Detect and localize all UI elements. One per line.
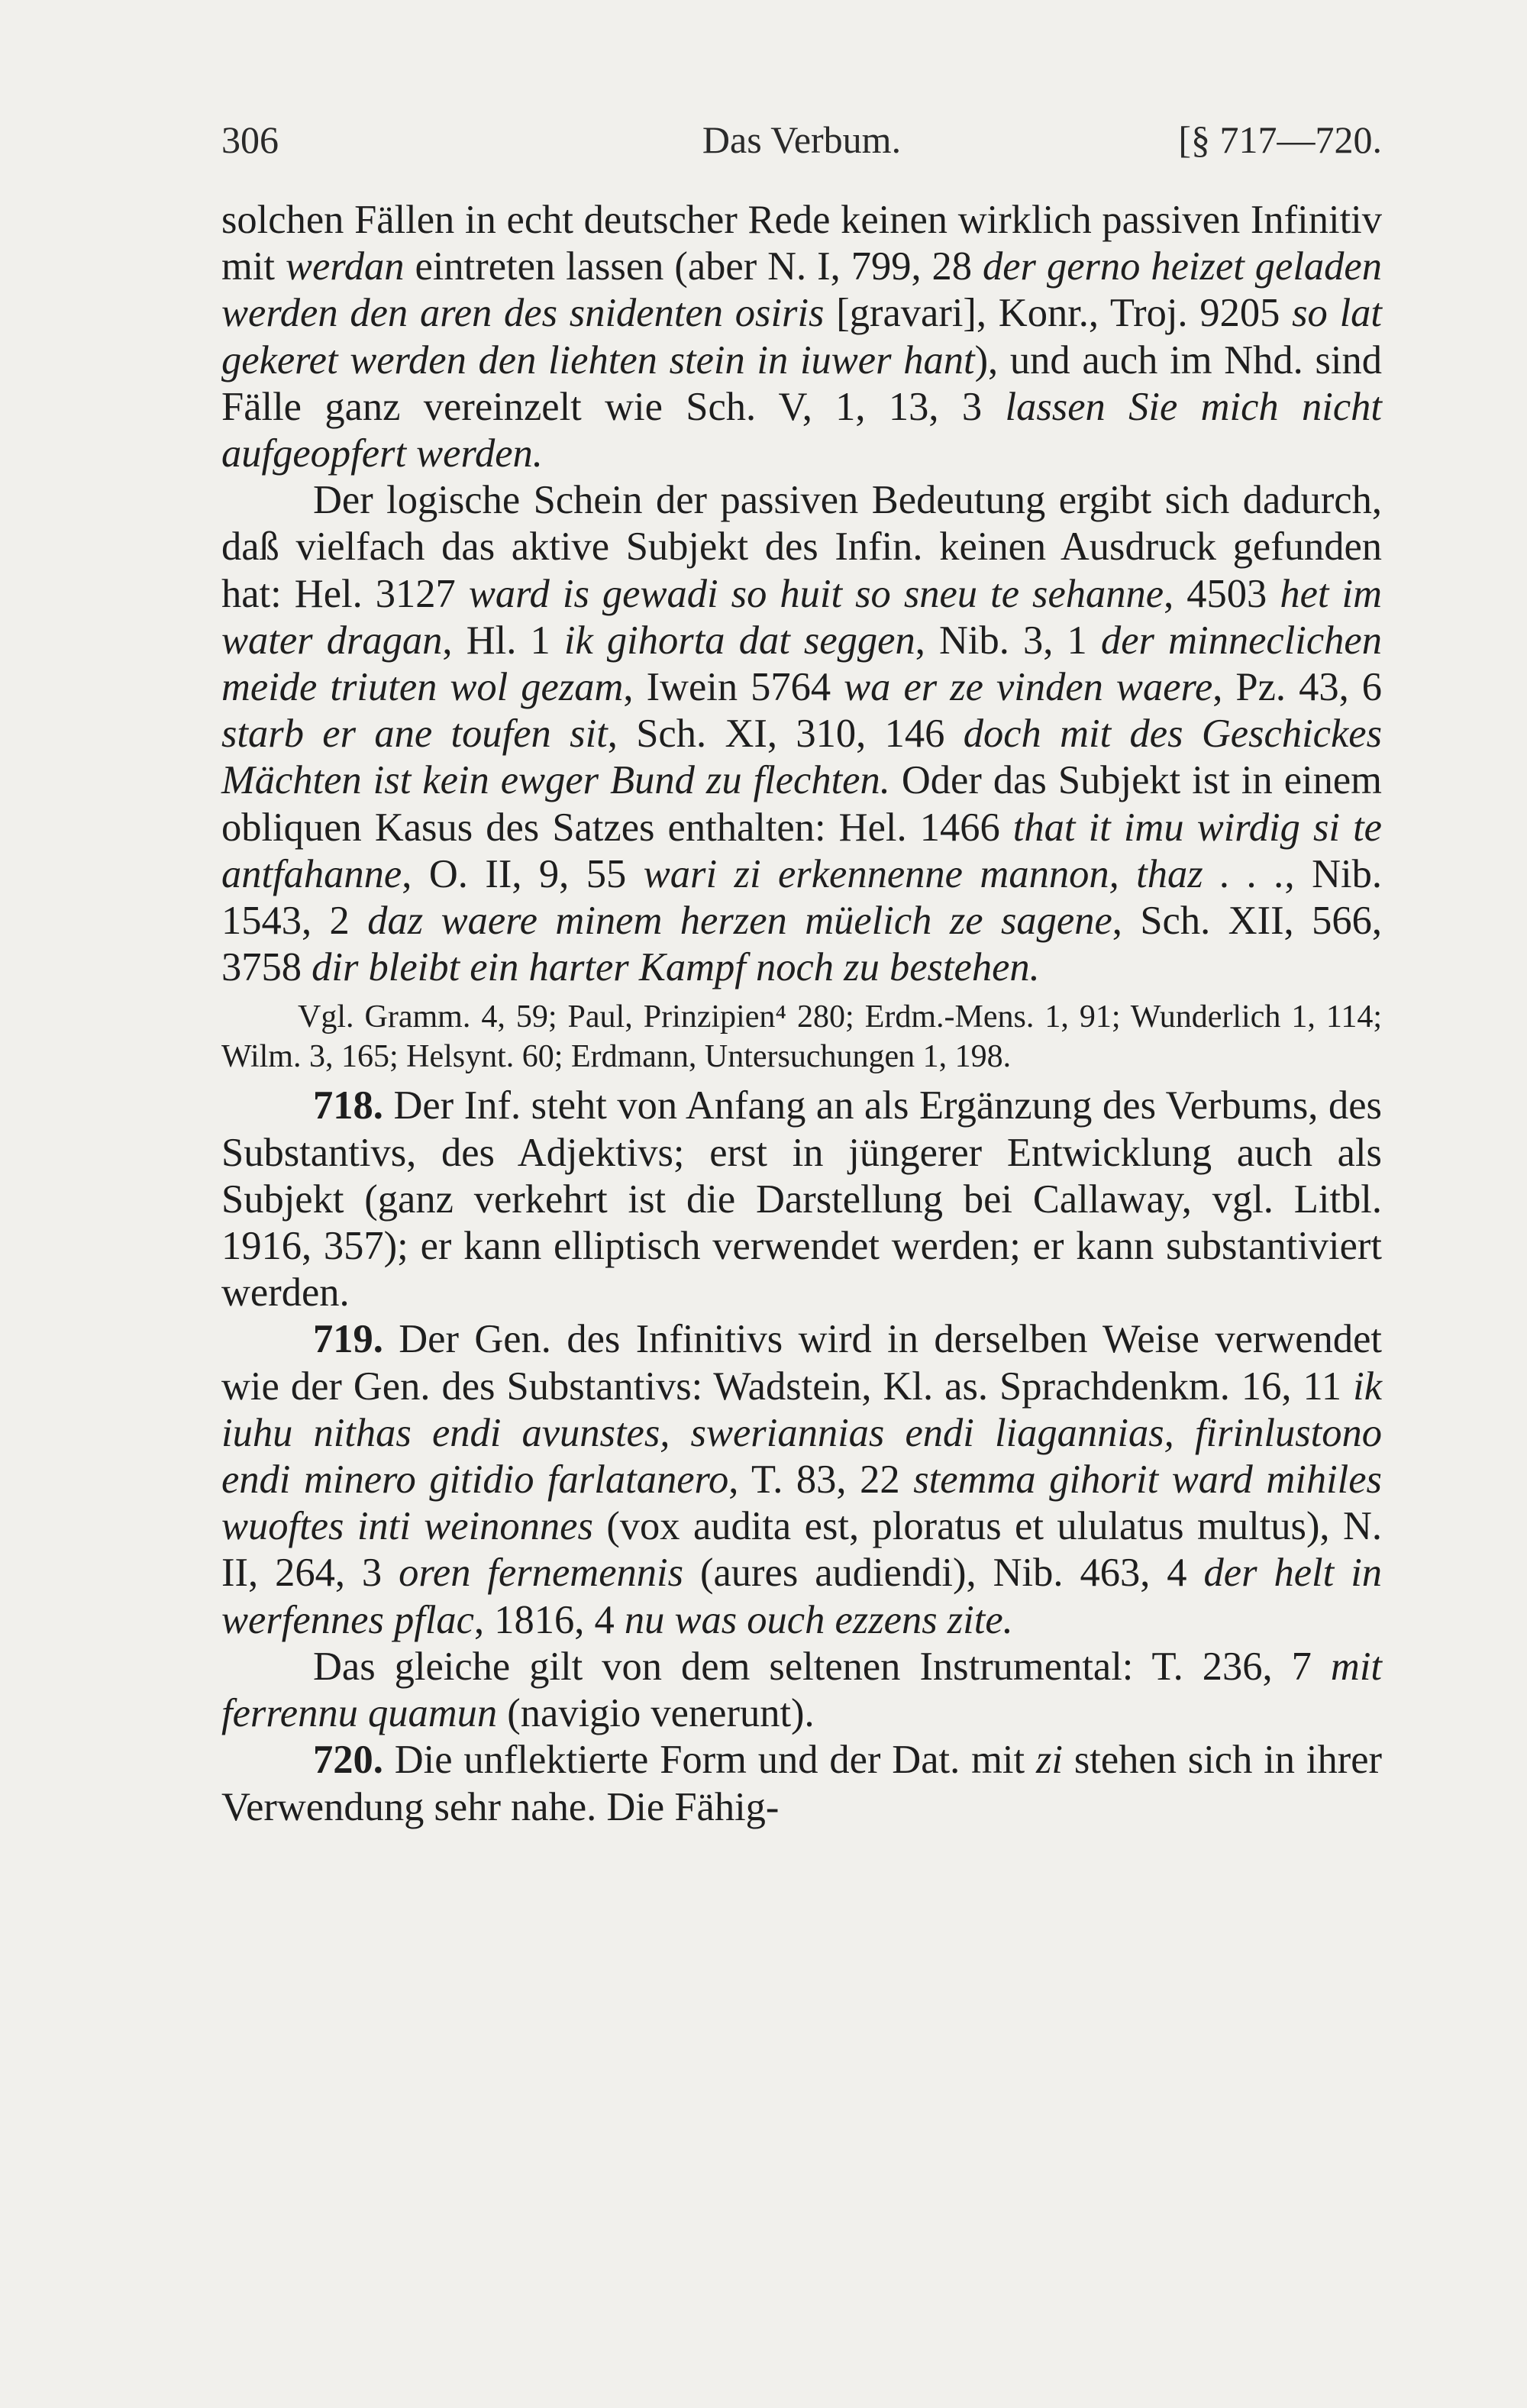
paragraph-logical-appearance xyxy=(221,477,1382,991)
text-run: Die unflektierte Form und der Dat. mit xyxy=(383,1738,1036,1783)
section-720 xyxy=(221,1737,1382,1830)
text-run: , Sch. XI, 310, 146 xyxy=(607,712,964,757)
quote-run: der gerno heizet geladen werden den aren des snidenten osiris xyxy=(221,244,1382,336)
section-range: [§ 717—720. xyxy=(1178,118,1382,161)
quote-run: der helt in werfennes pflac xyxy=(221,1551,1383,1642)
quote-run: stemma gihorit ward mihiles wuoftes inti weinonnes xyxy=(221,1457,1382,1549)
quote-run: ik iuhu nithas endi avunstes, sweriannias endi liagannias, firinlustono endi minero gitidio farlatanero xyxy=(221,1364,1382,1503)
text-run: Der logische Schein der passiven Bedeutung ergibt sich dadurch, daß vielfach das aktive Subjekt des Infin. keinen Ausdruck gefunden hat: Hel. 3127 xyxy=(221,478,1382,616)
quote-run: that it imu wirdig si te antfahanne xyxy=(221,805,1382,896)
text-run: , Sch. XII, 566, 3758 xyxy=(221,899,1382,990)
section-number: 720. xyxy=(313,1738,383,1783)
quote-run: ik gihorta dat seggen xyxy=(563,618,915,663)
section-number: 719. xyxy=(313,1317,383,1362)
quote-run: daz waere minem herzen müelich ze sagene xyxy=(367,899,1112,944)
text-run: , 1816, 4 xyxy=(473,1597,625,1642)
text-run: , Iwein 5764 xyxy=(623,665,844,710)
text-run: solchen Fällen in echt deutscher Rede keinen wirklich passiven Infinitiv mit xyxy=(221,198,1382,289)
page-number: 306 xyxy=(221,118,279,161)
text-run: , Pz. 43, 6 xyxy=(1212,665,1382,710)
quote-run: der minneclichen meide triuten wol gezam xyxy=(221,618,1382,710)
text-run: (aures audiendi), Nib. 463, 4 xyxy=(683,1551,1204,1596)
paragraph-instrumental xyxy=(221,1644,1382,1737)
quote-run: oren fernemennis xyxy=(399,1551,684,1596)
text-run: ), und auch im Nhd. sind Fälle ganz vereinzelt wie Sch. V, 1, 13, 3 xyxy=(221,337,1382,429)
quote-run: starb er ane toufen sit xyxy=(221,712,608,757)
body-text xyxy=(221,197,1382,1831)
text-run: , Nib. 1543, 2 xyxy=(221,851,1382,944)
text-run: stehen sich in ihrer Verwendung sehr nahe. Die Fähig- xyxy=(221,1738,1382,1829)
text-run: , Nib. 3, 1 xyxy=(915,618,1101,663)
section-number: 718. xyxy=(313,1083,383,1128)
quote-run: wa er ze vinden waere xyxy=(844,665,1213,710)
paragraph-passive-infinitive xyxy=(221,197,1382,477)
quote-run: wari zi erkennenne mannon, thaz . . . xyxy=(643,851,1285,896)
text-run: Der Inf. steht von Anfang an als Ergänzung des Verbums, des Substantivs, des Adjektivs; erst in jüngerer Entwicklung auch als Subjekt (ganz verkehrt ist die Darstellung bei Callaway, vgl. Litbl. 1916, 357); er kann elliptisch verwendet werden; er kann substantiviert werden. xyxy=(221,1083,1382,1315)
quote-run: ward is gewadi so huit so sneu te sehanne xyxy=(468,571,1164,616)
section-719 xyxy=(221,1316,1382,1643)
text-run: Der Gen. des Infinitivs wird in derselben Weise verwendet wie der Gen. des Substantivs: Wadstein, Kl. as. Sprachdenkm. 16, 11 xyxy=(221,1317,1382,1409)
text-run: , T. 83, 22 xyxy=(728,1457,914,1503)
quote-run: so lat gekeret werden den liehten stein in iuwer hant xyxy=(221,291,1382,383)
running-header xyxy=(221,113,1382,166)
text-run: (navigio venerunt). xyxy=(497,1691,815,1736)
quote-run: het im water dragan xyxy=(221,571,1383,663)
text-run: Das gleiche gilt von dem seltenen Instrumental: T. 236, 7 xyxy=(313,1644,1331,1689)
text-run: (vox audita est, ploratus et ululatus multus), N. II, 264, 3 xyxy=(221,1504,1383,1596)
text-run: eintreten lassen (aber N. I, 799, 28 xyxy=(404,244,983,289)
quote-run: lassen Sie mich nicht aufgeopfert werden. xyxy=(221,384,1383,476)
quote-run: zi xyxy=(1035,1738,1063,1783)
text-run: [gravari], Konr., Troj. 9205 xyxy=(824,291,1293,336)
text-run: , O. II, 9, 55 xyxy=(402,851,644,896)
quote-run: nu was ouch ezzens zite. xyxy=(624,1597,1013,1642)
section-718 xyxy=(221,1083,1382,1316)
quote-run: doch mit des Geschickes Mächten ist kein ewger Bund zu flechten. xyxy=(221,712,1383,803)
text-run: , 4503 xyxy=(1164,571,1280,616)
quote-run: mit ferrennu quamun xyxy=(221,1644,1382,1736)
quote-run: werdan xyxy=(285,244,405,289)
running-title: Das Verbum. xyxy=(702,118,902,161)
bibliography-note: Vgl. Gramm. 4, 59; Paul, Prinzipien⁴ 280; Erdm.-Mens. 1, 91; Wunderlich 1, 114; Wilm. 3, 165; Helsynt. 60; Erdmann, Untersuchungen 1, 198. xyxy=(221,999,1382,1075)
quote-run: dir bleibt ein harter Kampf noch zu bestehen. xyxy=(312,945,1040,990)
text-run: , Hl. 1 xyxy=(442,618,564,663)
text-run: Oder das Subjekt ist in einem obliquen Kasus des Satzes enthalten: Hel. 1466 xyxy=(221,758,1382,850)
